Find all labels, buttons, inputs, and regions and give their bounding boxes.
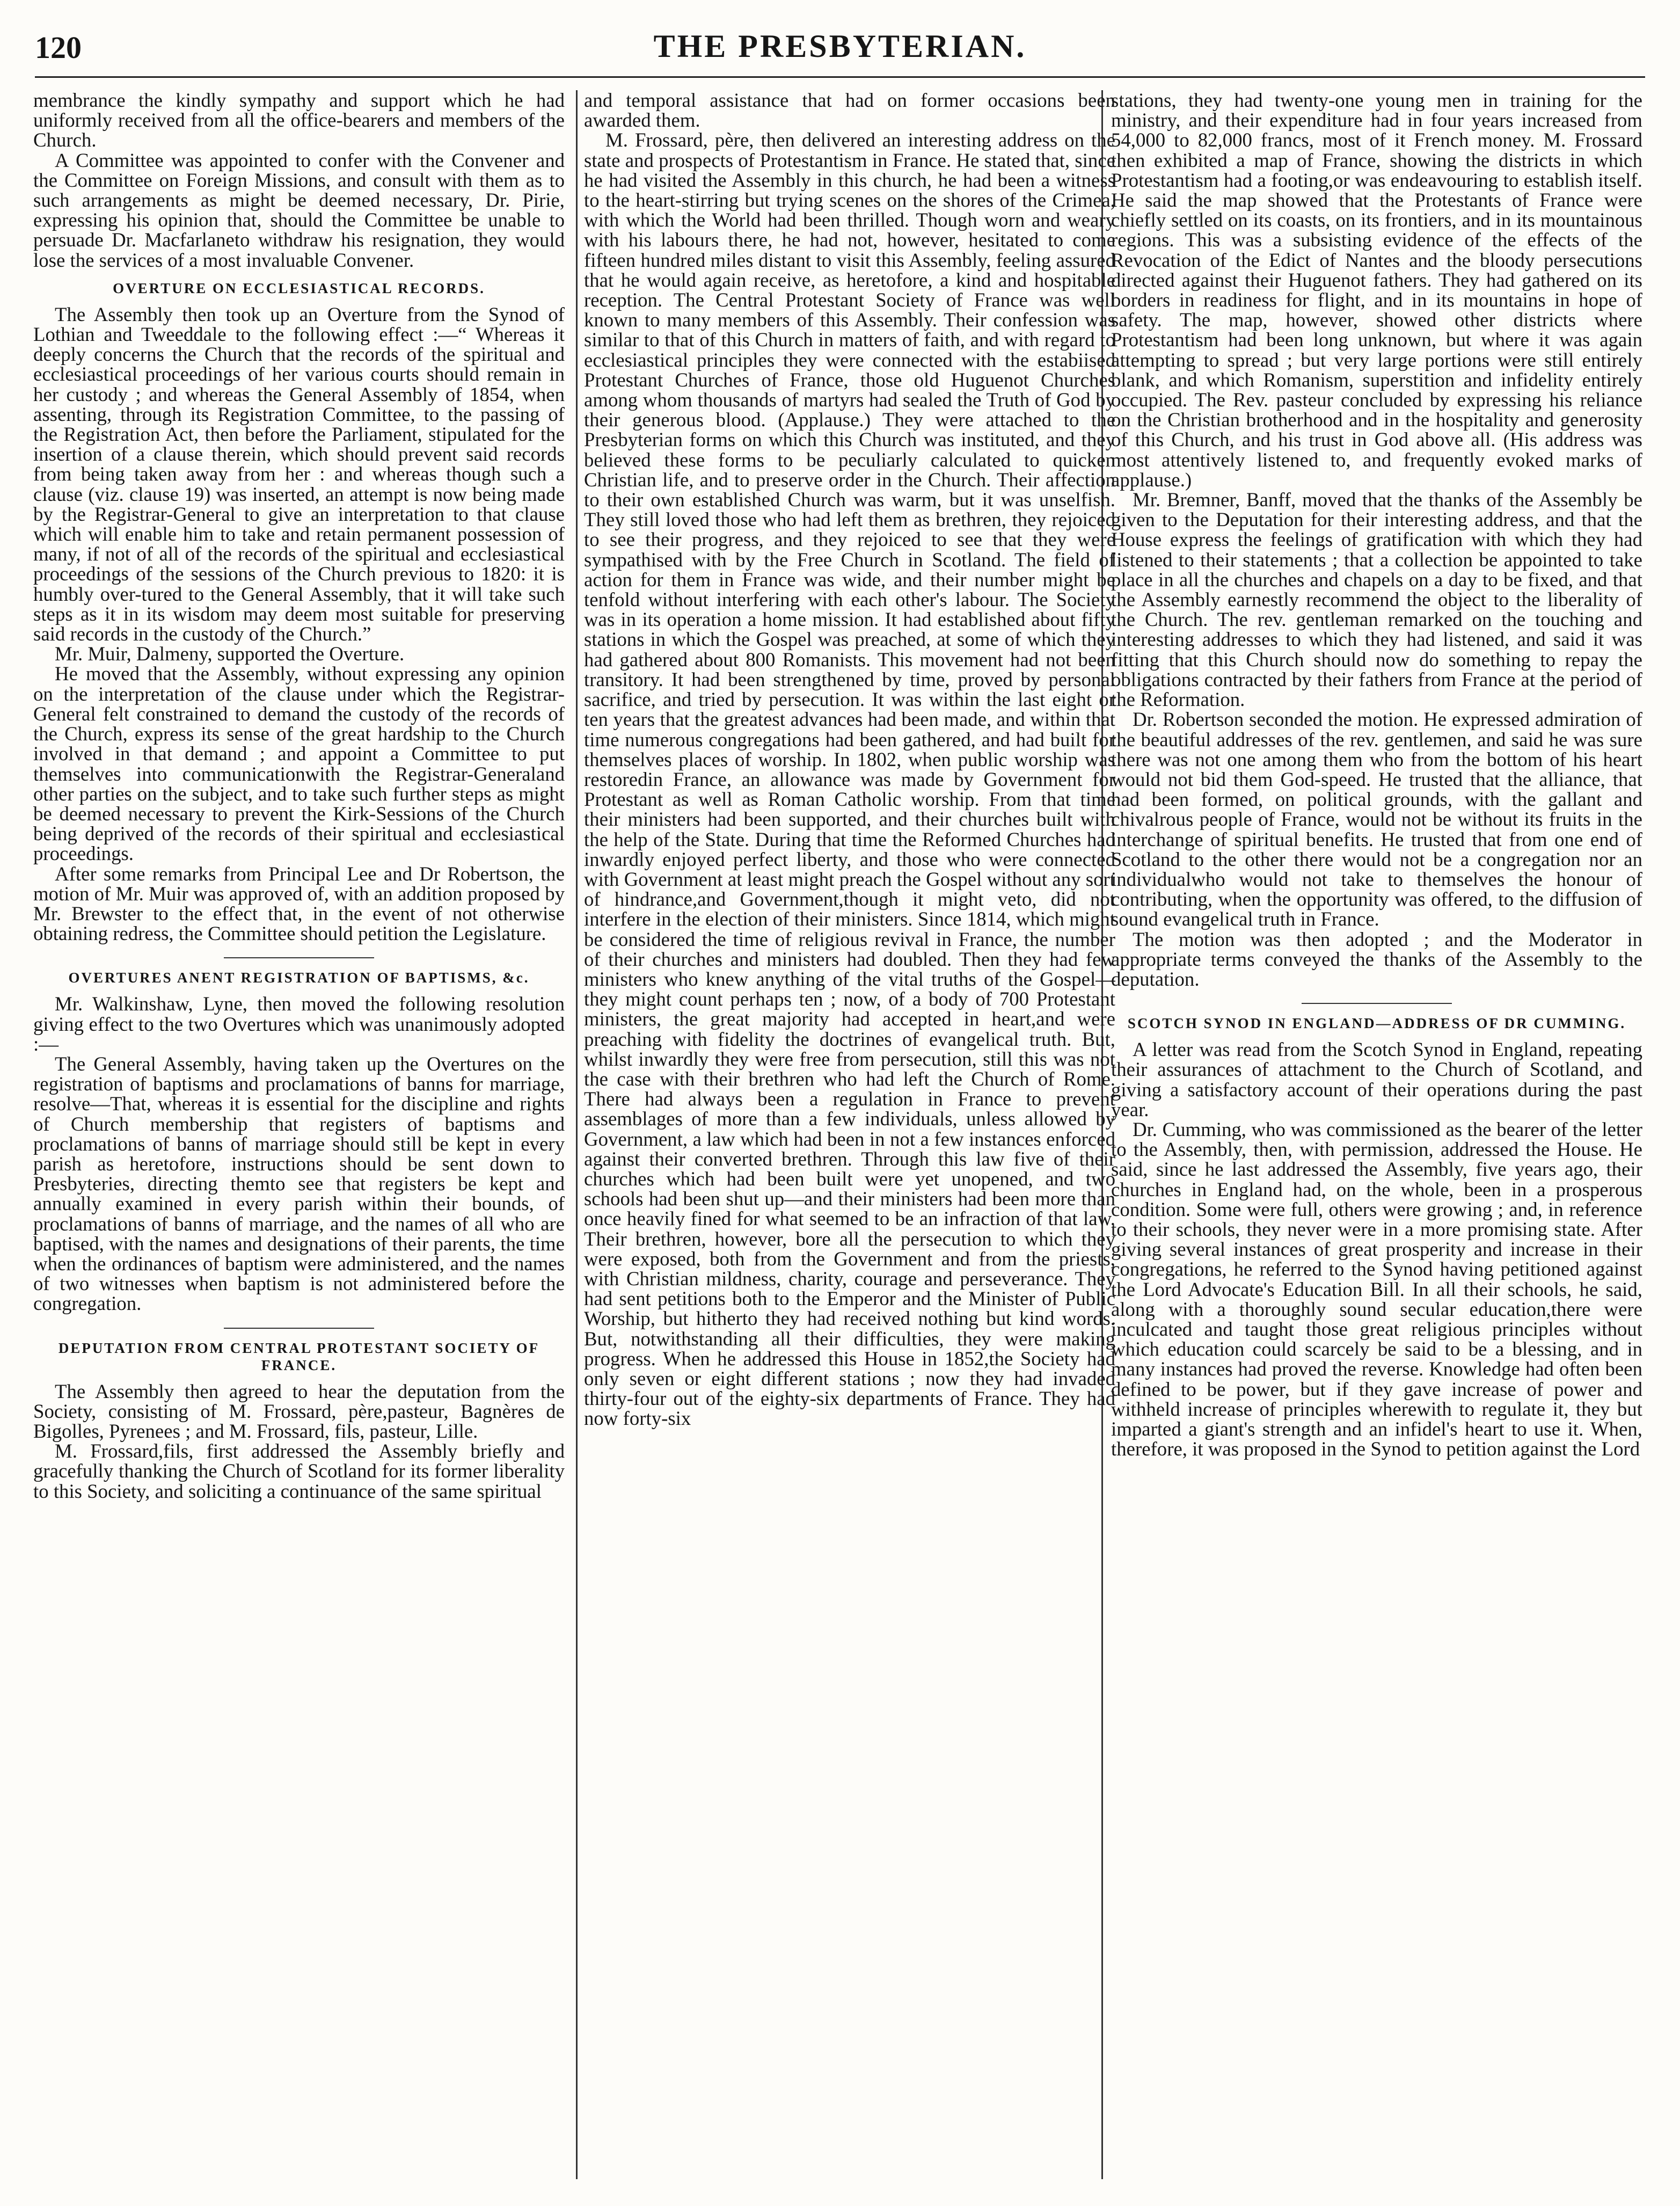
paragraph: membrance the kindly sympathy and support which he had uniformly received from all the office-bearers and members of the Church. [33,90,565,151]
section-heading: OVERTURES ANENT REGISTRATION OF BAPTISMS, &c. [68,970,530,986]
section-separator [224,957,374,958]
column-3 [1111,90,1642,2185]
paragraph: M. Frossard,fils, first addressed the Assembly briefly and gracefully thanking the Church of Scotland for its former liberality to this Society, and soliciting a continuance of the same spiritual [33,1440,565,1502]
column-divider [576,90,578,2179]
paragraph: A Committee was appointed to confer with the Convener and the Committee on Foreign Missions, and consult with them as to such arrangements as might be deemed necessary, Dr. Pirie, expressing his opinion that, should the Committee be unable to persuade Dr. Macfarlaneto withdraw his resignation, they would lose the services of a most invaluable Convener. [33,149,565,271]
section-heading: SCOTCH SYNOD IN ENGLAND—ADDRESS OF DR CUMMING. [1127,1015,1626,1032]
paragraph: He moved that the Assembly, without expressing any opinion on the interpretation of the clause under which the Registrar-General felt constrained to demand the custody of the records of the Church, express its sense of the great hardship to the Church involved in that demand ; and appoint a Committee to put themselves into communicationwith the Registrar-Generaland other parties on the subject, and to take such further steps as might be deemed necessary to prevent the Kirk-Sessions of the Church being deprived of the records of their spiritual and ecclesiastical proceedings. [33,662,565,865]
paragraph: and temporal assistance that had on former occasions been awarded them. [584,90,1115,132]
column-2 [584,90,1115,2185]
paragraph: The Assembly then took up an Overture from the Synod of Lothian and Tweeddale to the following effect :—“ Whereas it deeply concerns the Church that the records of the spiritual and ecclesiastical proceedings of her various courts should remain in her custody ; and whereas the General Assembly of 1854, when assenting, through its Registration Committee, to the passing of the Registration Act, then before the Parliament, stipulated for the insertion of a clause therein, which should prevent said records from being taken away from her : and whereas though such a clause (viz. clause 19) was inserted, an attempt is now being made by the Registrar-General to give an interpretation to that clause which will enable him to take and retain permanent possession of many, if not of all of the records of the spiritual and ecclesiastical proceedings of the sessions of the Church previous to 1820: it is humbly over-tured to the General Assembly, that it will take such steps as it in its wisdom may deem most suitable for preserving said records in the custody of the Church.” [33,303,565,645]
paragraph: stations, they had twenty-one young men in training for the ministry, and their expenditure had in four years increased from 54,000 to 82,000 francs, most of it French money. M. Frossard then exhibited a map of France, showing the districts in which Protestantism had a footing,or was endeavouring to establish itself. He said the map showed that the Protestants of France were chiefly settled on its coasts, on its frontiers, and in its mountainous regions. This was a subsisting evidence of the effects of the Revocation of the Edict of Nantes and the bloody persecutions directed against their Huguenot fathers. They had gathered on its borders in readiness for flight, and in its mountains in hope of safety. The map, however, showed other districts where Protestantism had been long unknown, but where it was again attempting to spread ; but very large portions were still entirely blank, and which Romanism, superstition and infidelity entirely occupied. The Rev. pasteur concluded by expressing his reliance on the Christian brotherhood and in the hospitality and generosity of this Church, and his trust in God above all. (His address was most attentively listened to, and frequently evoked marks of applause.) [1111,90,1642,491]
paragraph: The Assembly then agreed to hear the deputation from the Society, consisting of M. Frossard, père,pasteur, Bagnères de Bigolles, Pyrenees ; and M. Frossard, fils, pasteur, Lille. [33,1380,565,1442]
paragraph: The motion was then adopted ; and the Moderator in appropriate terms conveyed the thanks of the Assembly to the deputation. [1111,928,1642,990]
page-number: 120 [35,30,82,65]
section-separator [224,1328,374,1329]
paragraph: Mr. Muir, Dalmeny, supported the Overture. [55,643,405,665]
paragraph: After some remarks from Principal Lee and Dr Robertson, the motion of Mr. Muir was approved of, with an addition proposed by Mr. Brewster to the effect that, in the event of not otherwise obtaining redress, the Committee should petition the Legislature. [33,862,565,945]
section-heading: OVERTURE ON ECCLESIASTICAL RECORDS. [113,280,485,296]
column-1 [33,90,565,2185]
section-heading: DEPUTATION FROM CENTRAL PROTESTANT SOCIETY OF FRANCE. [58,1339,540,1373]
section-separator [1302,1003,1452,1004]
paragraph: The General Assembly, having taken up the Overtures on the registration of baptisms and proclamations of banns for marriage, resolve—That, whereas it is essential for the discipline and rights of Church membership that registers of baptisms and proclamations of banns of marriage should still be kept in every parish as heretofore, instructions should be sent down to Presbyteries, directing themto see that registers be kept and annually examined in every parish within their bounds, of proclamations of banns of marriage, and the names of all who are baptised, with the names and designations of their parents, the time when the ordinances of baptism were administered, and the names of two witnesses when baptism is not administered before the congregation. [33,1052,565,1315]
paragraph: Dr. Robertson seconded the motion. He expressed admiration of the beautiful addresses of the rev. gentlemen, and said he was sure there was not one among them who from the bottom of his heart would not bid them God-speed. He trusted that the alliance, that had been formed, on political grounds, with the gallant and chivalrous people of France, would not be without its fruits in the interchange of spiritual benefits. He trusted that from one end of Scotland to the other there would not be a congregation nor an individualwho would not take to themselves the honour of contributing, when the opportunity was offered, to the diffusion of sound evangelical truth in France. [1111,708,1642,930]
running-title: THE PRESBYTERIAN. [653,28,1027,64]
paragraph: M. Frossard, père, then delivered an interesting address on the state and prospects of Protestantism in France. He stated that, since he had visited the Assembly in this church, he had been a witness to the heart-stirring but trying scenes on the shores of the Crimea, with which the World had been thrilled. Though worn and weary with his labours there, he had not, however, hesitated to come fifteen hundred miles distant to visit this Assembly, feeling assured that he would again receive, as heretofore, a kind and hospitable reception. The Central Protestant Society of France was well known to many members of this Assembly. Their confession was similar to that of this Church in matters of faith, and with regard to ecclesiastical principles they were connected with the estabiised Protestant Churches of France, those old Huguenot Churches among whom thousands of martyrs had sealed the Truth of God by their generous blood. (Applause.) They were attached to the Presbyterian forms on which this Church was instituted, and they believed these forms to be peculiarly calculated to quicken Christian life, and to preserve order in the Church. Their affection to their own established Church was warm, but it was unselfish. They still loved those who had left them as brethren, they rejoiced to see their progress, and they rejoiced to see that they were sympathised with by the Free Church in Scotland. The field of action for them in France was wide, and their number might be tenfold without interfering with each other's labour. The Society was in its operation a home mission. It had established about fifty stations in which the Gospel was preached, at some of which they had gathered about 800 Romanists. This movement had not been transitory. It had been strengthened by time, proved by personal sacrifice, and tried by persecution. It was within the last eight or ten years that the greatest advances had been made, and within that time numerous congregations had been gathered, and had built for themselves places of worship. In 1802, when public worship was restoredin France, an allowance was made by Government for Protestant as well as Roman Catholic worship. From that time their ministers had been supported, and their churches built with the help of the State. During that time the Reformed Churches had inwardly enjoyed perfect liberty, and those who were connected with Government at least might preach the Gospel without any sort of hindrance,and Government,though it might veto, did not interfere in the election of their ministers. Since 1814, which might be considered the time of religious revival in France, the number of their churches and ministers had doubled. Then they had few ministers who knew anything of the vital truths of the Gospel—they might count perhaps ten ; now, of a body of 700 Protestant ministers, the great majority had accepted in heart,and were preaching with fidelity the doctrines of evangelical truth. But, whilst inwardly they were free from persecution, still this was not the case with their brethren who had left the Church of Rome. There had always been a regulation in France to prevent assemblages of more than a few individuals, unless allowed by Government, a law which had been in not a few instances enforced against their converted brethren. Through this law five of their churches which had been built were yet unopened, and two schools had been shut up—and their ministers had been more than once heavily fined for what seemed to be an infraction of that law. Their brethren, however, bore all the persecution to which they were exposed, both from the Government and from the priests, with Christian mildness, charity, courage and perseverance. They had sent petitions both to the Emperor and the Minister of Public Worship, but hitherto they had received nothing but kind words. But, notwithstanding all their difficulties, they were making progress. When he addressed this House in 1852,the Society had only seven or eight different stations ; now they had invaded thirty-four out of the eighty-six departments of France. They had now forty-six [584,129,1115,1430]
header-rule [35,76,1645,78]
paragraph: Mr. Walkinshaw, Lyne, then moved the following resolution giving effect to the two Overtures which was unanimously adopted :— [33,993,565,1055]
paragraph: Mr. Bremner, Banff, moved that the thanks of the Assembly be given to the Deputation for their interesting address, and that the House express the feelings of gratification with which they had listened to their statements ; that a collection be appointed to take place in all the churches and chapels on a day to be fixed, and that the Assembly earnestly recommend the object to the liberality of the Church. The rev. gentleman remarked on the touching and interesting addresses to which they had listened, and said it was fitting that this Church should now do something to repay the obligations contracted by their fathers from France at the period of the Reformation. [1111,489,1642,711]
paragraph: Dr. Cumming, who was commissioned as the bearer of the letter to the Assembly, then, with permission, addressed the House. He said, since he last addressed the Assembly, five years ago, their churches in England had, on the whole, been in a prosperous condition. Some were full, others were growing ; and, in reference to their schools, they never were in a more promising state. After giving several instances of great prosperity and increase in their congregations, he referred to the Synod having petitioned against the Lord Advocate's Education Bill. In all their schools, he said, along with a thoroughly sound secular education,there were inculcated and taught those great religious principles without which education could scarcely be said to be a blessing, and in many instances had proved the reverse. Knowledge had often been defined to be power, but if they gave increase of power and withheld increase of principles wherewith to regulate it, they but imparted a giant's strength and an infidel's heart to use it. When, therefore, it was proposed in the Synod to petition against the Lord [1111,1118,1642,1460]
paragraph: A letter was read from the Scotch Synod in England, repeating their assurances of attachment to the Church of Scotland, and giving a satisfactory account of their operations during the past year. [1111,1038,1642,1120]
